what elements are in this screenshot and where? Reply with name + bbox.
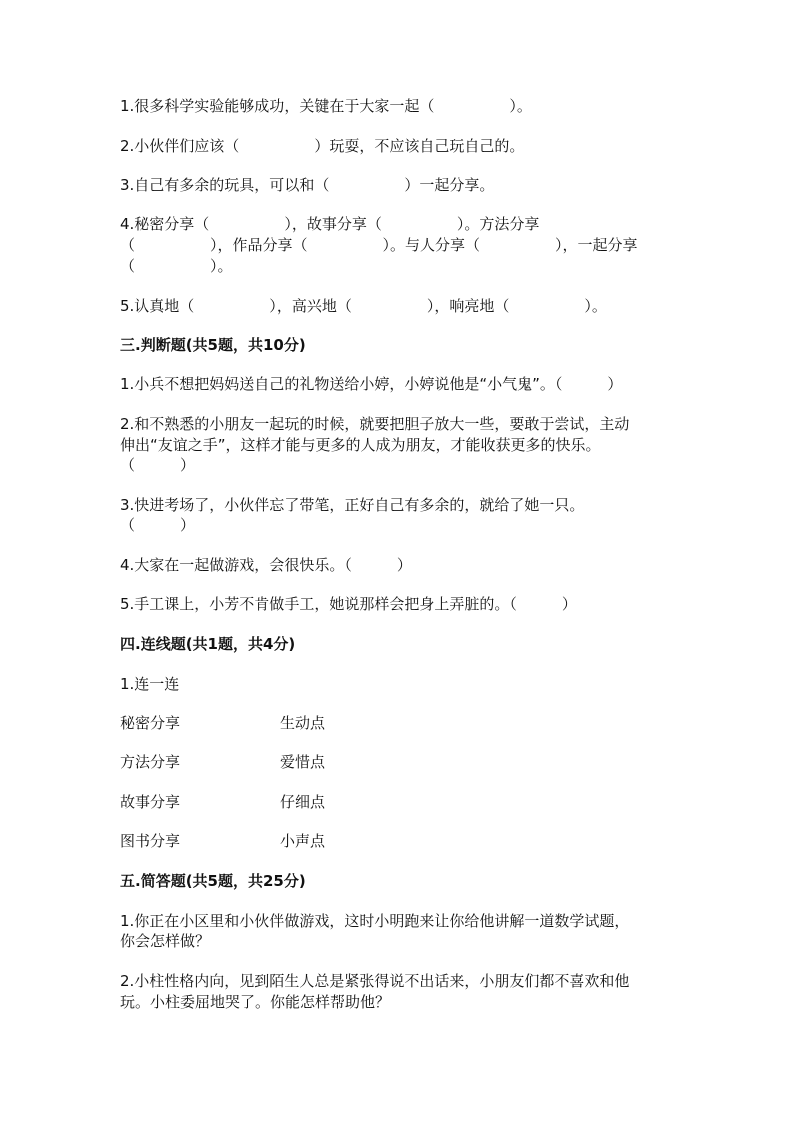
- fill-question-4-line-3: （ ）。: [120, 257, 233, 275]
- short-question-2-line-2: 玩。小柱委屈地哭了。你能怎样帮助他？: [120, 993, 391, 1011]
- fill-question-3: 3.自己有多余的玩具，可以和（ ）一起分享。: [120, 176, 495, 194]
- short-question-2-line-1: 2.小柱性格内向，见到陌生人总是紧张得说不出话来，小朋友们都不喜欢和他: [120, 972, 630, 990]
- fill-question-2: 2.小伙伴们应该（ ）玩耍，不应该自己玩自己的。: [120, 137, 525, 155]
- short-question-1-line-1: 1.你正在小区里和小伙伴做游戏，这时小明跑来让你给他讲解一道数学试题，: [120, 912, 630, 930]
- judge-question-5: 5.手工课上，小芳不肯做手工，她说那样会把身上弄脏的。（ ）: [120, 595, 577, 613]
- match-right-item: 生动点: [280, 714, 326, 732]
- judge-question-2-line-2: 伸出“友谊之手”，这样才能与更多的人成为朋友，才能收获更多的快乐。: [120, 436, 601, 454]
- match-left-item: 秘密分享: [120, 714, 181, 732]
- fill-question-4-line-1: 4.秘密分享（ ），故事分享（ ）。方法分享: [120, 215, 540, 233]
- match-left-item: 方法分享: [120, 753, 181, 771]
- judge-question-2-line-3: （ ）: [120, 456, 196, 474]
- judge-question-2-line-1: 2.和不熟悉的小朋友一起玩的时候，就要把胆子放大一些，要敢于尝试，主动: [120, 415, 630, 433]
- fill-question-4-line-2: （ ），作品分享（ ）。与人分享（ ），一起分享: [120, 236, 638, 254]
- match-right-item: 仔细点: [280, 793, 326, 811]
- section-heading-judge: 三.判断题(共5题，共10分): [120, 336, 306, 354]
- judge-question-1: 1.小兵不想把妈妈送自己的礼物送给小婷，小婷说他是“小气鬼”。（ ）: [120, 375, 623, 393]
- judge-question-3-line-2: （ ）: [120, 516, 196, 534]
- judge-question-3-line-1: 3.快进考场了，小伙伴忘了带笔，正好自己有多余的，就给了她一只。: [120, 496, 585, 514]
- fill-question-5: 5.认真地（ ），高兴地（ ），响亮地（ ）。: [120, 297, 607, 315]
- judge-question-4: 4.大家在一起做游戏，会很快乐。（ ）: [120, 556, 412, 574]
- match-prompt: 1.连一连: [120, 675, 180, 693]
- section-heading-short-answer: 五.简答题(共5题，共25分): [120, 872, 306, 890]
- match-right-item: 爱惜点: [280, 753, 326, 771]
- section-heading-match: 四.连线题(共1题，共4分): [120, 635, 296, 653]
- fill-question-1: 1.很多科学实验能够成功，关键在于大家一起（ ）。: [120, 97, 532, 115]
- match-left-item: 故事分享: [120, 793, 181, 811]
- short-question-1-line-2: 你会怎样做？: [120, 932, 211, 950]
- match-right-item: 小声点: [280, 832, 326, 850]
- match-left-item: 图书分享: [120, 832, 181, 850]
